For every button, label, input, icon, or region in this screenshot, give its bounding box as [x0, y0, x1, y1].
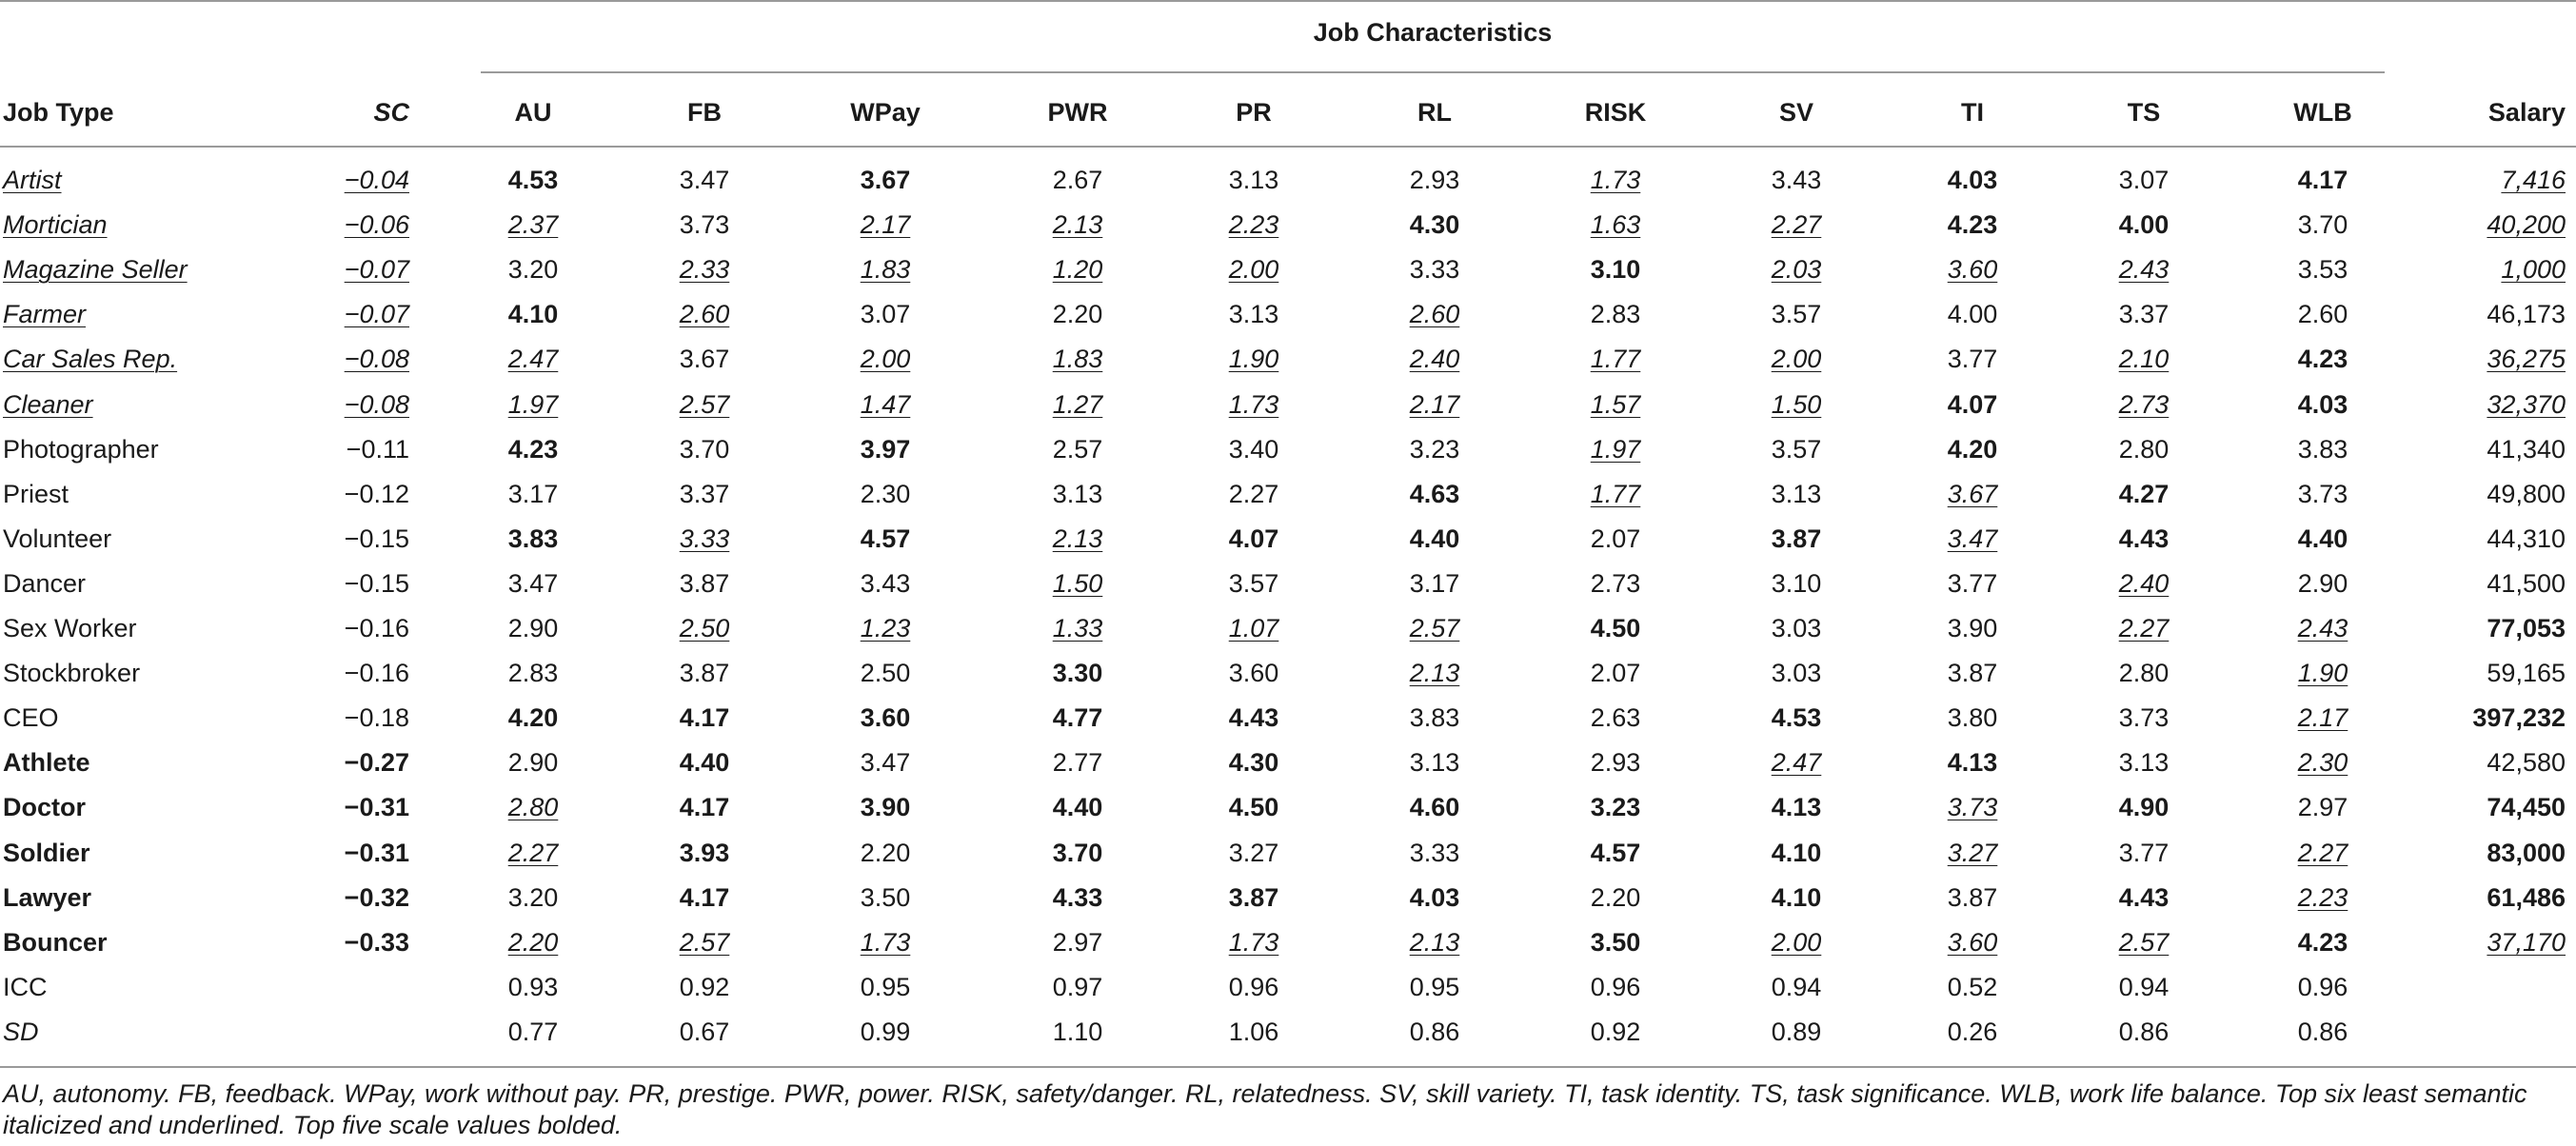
table-cell-rl: 2.13 — [1409, 659, 1460, 687]
table-cell-rl: 2.40 — [1409, 345, 1460, 373]
table-cell-ti: 3.80 — [1947, 703, 1998, 732]
table-cell-sc: −0.07 — [344, 300, 409, 328]
table-cell-risk: 2.20 — [1590, 883, 1641, 912]
row-label: Farmer — [3, 300, 86, 328]
table-cell-wlb: 2.60 — [2297, 300, 2348, 328]
row-label: Sex Worker — [3, 614, 137, 642]
table-cell-salary: 41,340 — [2487, 435, 2566, 464]
table-cell-ts: 3.73 — [2118, 703, 2170, 732]
table-cell-ti: 4.20 — [1947, 435, 1998, 464]
table-cell-au: 4.53 — [507, 166, 559, 194]
table-cell-ti: 3.87 — [1947, 659, 1998, 687]
table-cell-pwr: 2.57 — [1052, 435, 1103, 464]
top-rule — [0, 0, 2576, 2]
table-cell-sc: −0.27 — [344, 748, 409, 777]
table-cell-ts: 2.57 — [2118, 928, 2170, 957]
table-cell-risk: 1.77 — [1590, 480, 1641, 508]
table-cell-ts: 3.13 — [2118, 748, 2170, 777]
table-cell-salary: 36,275 — [2487, 345, 2566, 373]
table-cell-au: 0.77 — [507, 1018, 559, 1046]
table-cell-wlb: 2.17 — [2297, 703, 2348, 732]
table-cell-pwr: 2.67 — [1052, 166, 1103, 194]
row-label: Car Sales Rep. — [3, 345, 178, 373]
table-cell-sc: −0.07 — [344, 255, 409, 284]
table-cell-salary: 77,053 — [2487, 614, 2566, 642]
column-header-sv: SV — [1778, 98, 1814, 127]
table-cell-pr: 3.57 — [1228, 569, 1279, 598]
table-cell-pwr: 3.13 — [1052, 480, 1103, 508]
table-cell-pwr: 0.97 — [1052, 973, 1103, 1001]
table-cell-au: 3.83 — [507, 524, 559, 553]
table-cell-au: 4.23 — [507, 435, 559, 464]
table-cell-wlb: 3.83 — [2297, 435, 2348, 464]
table-cell-sv: 3.03 — [1771, 659, 1822, 687]
table-cell-ts: 4.43 — [2118, 883, 2170, 912]
table-cell-fb: 3.33 — [679, 524, 730, 553]
table-cell-au: 4.20 — [507, 703, 559, 732]
table-cell-wpay: 4.57 — [860, 524, 911, 553]
table-cell-au: 3.47 — [507, 569, 559, 598]
table-cell-fb: 3.70 — [679, 435, 730, 464]
table-cell-sc: −0.18 — [344, 703, 409, 732]
row-label: SD — [3, 1018, 39, 1046]
table-cell-risk: 2.07 — [1590, 524, 1641, 553]
table-cell-sv: 0.94 — [1771, 973, 1822, 1001]
table-cell-fb: 2.60 — [679, 300, 730, 328]
table-cell-pwr: 4.40 — [1052, 793, 1103, 821]
table-cell-ti: 3.47 — [1947, 524, 1998, 553]
table-cell-ts: 2.73 — [2118, 390, 2170, 419]
table-cell-pwr: 1.27 — [1052, 390, 1103, 419]
table-cell-au: 2.27 — [507, 839, 559, 867]
table-cell-pr: 3.60 — [1228, 659, 1279, 687]
row-label: Mortician — [3, 210, 108, 239]
table-cell-wlb: 0.86 — [2297, 1018, 2348, 1046]
table-cell-salary: 61,486 — [2487, 883, 2566, 912]
row-label: ICC — [3, 973, 48, 1001]
table-cell-salary: 74,450 — [2487, 793, 2566, 821]
table-cell-pr: 1.90 — [1228, 345, 1279, 373]
table-cell-wpay: 3.43 — [860, 569, 911, 598]
table-cell-ti: 0.52 — [1947, 973, 1998, 1001]
table-cell-ti: 4.00 — [1947, 300, 1998, 328]
table-cell-pwr: 3.70 — [1052, 839, 1103, 867]
table-cell-sc: −0.16 — [344, 659, 409, 687]
table-cell-fb: 4.17 — [679, 793, 730, 821]
table-cell-pwr: 2.97 — [1052, 928, 1103, 957]
table-cell-sc: −0.06 — [344, 210, 409, 239]
table-cell-pr: 4.07 — [1228, 524, 1279, 553]
table-cell-rl: 4.03 — [1409, 883, 1460, 912]
table-cell-sv: 4.13 — [1771, 793, 1822, 821]
table-cell-au: 3.17 — [507, 480, 559, 508]
table-cell-ts: 2.80 — [2118, 659, 2170, 687]
row-label: Lawyer — [3, 883, 92, 912]
table-cell-pr: 3.13 — [1228, 300, 1279, 328]
table-cell-fb: 2.57 — [679, 390, 730, 419]
table-cell-rl: 2.57 — [1409, 614, 1460, 642]
table-cell-au: 1.97 — [507, 390, 559, 419]
table-cell-risk: 2.83 — [1590, 300, 1641, 328]
table-cell-wlb: 4.23 — [2297, 928, 2348, 957]
table-cell-sv: 3.87 — [1771, 524, 1822, 553]
row-label: Athlete — [3, 748, 90, 777]
table-cell-sc: −0.04 — [344, 166, 409, 194]
table-cell-sv: 2.47 — [1771, 748, 1822, 777]
table-cell-wpay: 3.50 — [860, 883, 911, 912]
column-header-salary: Salary — [2487, 98, 2566, 127]
table-cell-au: 2.20 — [507, 928, 559, 957]
table-cell-salary: 46,173 — [2487, 300, 2566, 328]
row-label: Photographer — [3, 435, 159, 464]
table-cell-pr: 1.07 — [1228, 614, 1279, 642]
table-cell-pr: 3.27 — [1228, 839, 1279, 867]
table-cell-wlb: 4.17 — [2297, 166, 2348, 194]
table-cell-pr: 3.87 — [1228, 883, 1279, 912]
table-cell-wlb: 0.96 — [2297, 973, 2348, 1001]
table-cell-ti: 3.77 — [1947, 569, 1998, 598]
table-cell-pwr: 3.30 — [1052, 659, 1103, 687]
table-cell-ti: 3.60 — [1947, 928, 1998, 957]
table-cell-sc: −0.11 — [346, 435, 409, 464]
column-header-pwr: PWR — [1047, 98, 1108, 127]
table-cell-wlb: 3.70 — [2297, 210, 2348, 239]
table-cell-rl: 2.13 — [1409, 928, 1460, 957]
table-cell-sv: 3.03 — [1771, 614, 1822, 642]
table-cell-wpay: 3.07 — [860, 300, 911, 328]
table-cell-rl: 3.17 — [1409, 569, 1460, 598]
table-cell-fb: 0.67 — [679, 1018, 730, 1046]
header-rule — [0, 146, 2576, 148]
table-cell-pwr: 2.13 — [1052, 524, 1103, 553]
table-cell-risk: 1.77 — [1590, 345, 1641, 373]
table-cell-rl: 2.60 — [1409, 300, 1460, 328]
table-cell-risk: 0.92 — [1590, 1018, 1641, 1046]
table-cell-ti: 4.23 — [1947, 210, 1998, 239]
table-cell-wlb: 2.23 — [2297, 883, 2348, 912]
table-cell-ti: 3.67 — [1947, 480, 1998, 508]
table-cell-rl: 3.83 — [1409, 703, 1460, 732]
table-cell-pr: 3.13 — [1228, 166, 1279, 194]
table-cell-salary: 7,416 — [2501, 166, 2566, 194]
table-cell-rl: 4.60 — [1409, 793, 1460, 821]
table-cell-fb: 2.50 — [679, 614, 730, 642]
table-cell-sv: 3.57 — [1771, 435, 1822, 464]
row-label: Magazine Seller — [3, 255, 188, 284]
table-cell-ts: 3.37 — [2118, 300, 2170, 328]
table-cell-risk: 1.97 — [1590, 435, 1641, 464]
table-cell-pr: 1.73 — [1228, 928, 1279, 957]
table-cell-rl: 4.63 — [1409, 480, 1460, 508]
table-cell-wpay: 3.60 — [860, 703, 911, 732]
column-header-pr: PR — [1236, 98, 1272, 127]
table-cell-sv: 2.27 — [1771, 210, 1822, 239]
row-label: Soldier — [3, 839, 90, 867]
table-cell-rl: 2.93 — [1409, 166, 1460, 194]
column-header-wlb: WLB — [2293, 98, 2352, 127]
table-cell-fb: 0.92 — [679, 973, 730, 1001]
table-cell-ts: 4.00 — [2118, 210, 2170, 239]
table-cell-risk: 1.57 — [1590, 390, 1641, 419]
table-cell-pwr: 1.50 — [1052, 569, 1103, 598]
table-cell-salary: 49,800 — [2487, 480, 2566, 508]
table-cell-sv: 2.00 — [1771, 928, 1822, 957]
table-cell-salary: 41,500 — [2487, 569, 2566, 598]
table-cell-ts: 2.40 — [2118, 569, 2170, 598]
table-cell-sc: −0.08 — [344, 390, 409, 419]
table-cell-fb: 2.57 — [679, 928, 730, 957]
table-cell-salary: 40,200 — [2487, 210, 2566, 239]
table-cell-salary: 83,000 — [2487, 839, 2566, 867]
table-cell-fb: 3.87 — [679, 659, 730, 687]
table-cell-risk: 4.57 — [1590, 839, 1641, 867]
table-cell-sc: −0.31 — [344, 839, 409, 867]
table-cell-pr: 3.40 — [1228, 435, 1279, 464]
column-header-risk: RISK — [1584, 98, 1647, 127]
table-cell-wpay: 3.47 — [860, 748, 911, 777]
row-label: Bouncer — [3, 928, 108, 957]
table-cell-ts: 3.77 — [2118, 839, 2170, 867]
table-cell-wpay: 3.90 — [860, 793, 911, 821]
table-cell-wpay: 1.73 — [860, 928, 911, 957]
table-cell-ti: 0.26 — [1947, 1018, 1998, 1046]
table-cell-wlb: 3.53 — [2297, 255, 2348, 284]
table-cell-ts: 4.43 — [2118, 524, 2170, 553]
table-cell-ts: 3.07 — [2118, 166, 2170, 194]
table-cell-rl: 4.40 — [1409, 524, 1460, 553]
table-cell-salary: 44,310 — [2487, 524, 2566, 553]
table-cell-pwr: 1.20 — [1052, 255, 1103, 284]
table-cell-fb: 4.40 — [679, 748, 730, 777]
table-cell-salary: 59,165 — [2487, 659, 2566, 687]
table-cell-wlb: 4.40 — [2297, 524, 2348, 553]
table-cell-sc: −0.12 — [344, 480, 409, 508]
table-cell-risk: 3.23 — [1590, 793, 1641, 821]
table-cell-au: 2.80 — [507, 793, 559, 821]
table-cell-au: 4.10 — [507, 300, 559, 328]
table-cell-risk: 0.96 — [1590, 973, 1641, 1001]
table-cell-pwr: 2.77 — [1052, 748, 1103, 777]
table-cell-sv: 1.50 — [1771, 390, 1822, 419]
table-cell-sv: 4.10 — [1771, 839, 1822, 867]
table-cell-au: 2.90 — [507, 614, 559, 642]
table-cell-salary: 42,580 — [2487, 748, 2566, 777]
table-cell-sc: −0.15 — [344, 524, 409, 553]
table-cell-au: 2.83 — [507, 659, 559, 687]
table-cell-salary: 1,000 — [2501, 255, 2566, 284]
table-cell-rl: 0.95 — [1409, 973, 1460, 1001]
table-cell-wlb: 2.90 — [2297, 569, 2348, 598]
table-cell-au: 2.37 — [507, 210, 559, 239]
table-cell-pr: 4.43 — [1228, 703, 1279, 732]
column-header-fb: FB — [687, 98, 722, 127]
table-cell-ti: 3.87 — [1947, 883, 1998, 912]
table-cell-wpay: 1.83 — [860, 255, 911, 284]
table-cell-wlb: 3.73 — [2297, 480, 2348, 508]
row-label: Priest — [3, 480, 69, 508]
table-cell-sv: 4.10 — [1771, 883, 1822, 912]
table-cell-sc: −0.16 — [344, 614, 409, 642]
table-cell-wpay: 2.20 — [860, 839, 911, 867]
table-cell-sc: −0.15 — [344, 569, 409, 598]
table-cell-risk: 4.50 — [1590, 614, 1641, 642]
table-cell-au: 0.93 — [507, 973, 559, 1001]
table-cell-risk: 1.73 — [1590, 166, 1641, 194]
table-cell-fb: 3.37 — [679, 480, 730, 508]
table-cell-sv: 3.10 — [1771, 569, 1822, 598]
table-cell-pr: 1.73 — [1228, 390, 1279, 419]
table-cell-pwr: 4.33 — [1052, 883, 1103, 912]
table-cell-risk: 3.50 — [1590, 928, 1641, 957]
table-cell-ti: 3.90 — [1947, 614, 1998, 642]
table-cell-fb: 3.93 — [679, 839, 730, 867]
table-cell-pr: 2.23 — [1228, 210, 1279, 239]
table-cell-sv: 3.13 — [1771, 480, 1822, 508]
table-cell-wpay: 2.17 — [860, 210, 911, 239]
table-cell-wlb: 4.23 — [2297, 345, 2348, 373]
table-cell-pr: 2.27 — [1228, 480, 1279, 508]
table-cell-wlb: 2.27 — [2297, 839, 2348, 867]
table-cell-risk: 3.10 — [1590, 255, 1641, 284]
table-cell-ti: 3.77 — [1947, 345, 1998, 373]
table-cell-ts: 4.90 — [2118, 793, 2170, 821]
table-cell-pwr: 1.33 — [1052, 614, 1103, 642]
table-cell-au: 3.20 — [507, 255, 559, 284]
table-cell-ti: 4.03 — [1947, 166, 1998, 194]
table-cell-wpay: 2.50 — [860, 659, 911, 687]
table-cell-ti: 3.27 — [1947, 839, 1998, 867]
table-cell-fb: 4.17 — [679, 703, 730, 732]
table-cell-ts: 0.86 — [2118, 1018, 2170, 1046]
table-cell-ts: 4.27 — [2118, 480, 2170, 508]
table-cell-ti: 3.60 — [1947, 255, 1998, 284]
column-header-job-type: Job Type — [3, 98, 114, 127]
table-cell-wpay: 0.95 — [860, 973, 911, 1001]
table-cell-pr: 2.00 — [1228, 255, 1279, 284]
table-cell-ti: 3.73 — [1947, 793, 1998, 821]
table-cell-au: 3.20 — [507, 883, 559, 912]
table-cell-salary: 32,370 — [2487, 390, 2566, 419]
table-cell-pr: 4.50 — [1228, 793, 1279, 821]
table-cell-ti: 4.13 — [1947, 748, 1998, 777]
table-cell-wpay: 0.99 — [860, 1018, 911, 1046]
table-cell-pwr: 2.13 — [1052, 210, 1103, 239]
column-header-sc: SC — [373, 98, 409, 127]
group-header: Job Characteristics — [1313, 18, 1553, 47]
table-cell-wlb: 2.30 — [2297, 748, 2348, 777]
table-cell-rl: 3.23 — [1409, 435, 1460, 464]
table-cell-fb: 3.87 — [679, 569, 730, 598]
table-cell-pwr: 2.20 — [1052, 300, 1103, 328]
table-cell-au: 2.47 — [507, 345, 559, 373]
table-cell-risk: 2.73 — [1590, 569, 1641, 598]
column-header-wpay: WPay — [850, 98, 921, 127]
column-header-au: AU — [514, 98, 552, 127]
table-cell-ts: 2.27 — [2118, 614, 2170, 642]
row-label: CEO — [3, 703, 59, 732]
table-cell-ts: 0.94 — [2118, 973, 2170, 1001]
row-label: Artist — [3, 166, 62, 194]
table-cell-sc: −0.32 — [344, 883, 409, 912]
table-cell-au: 2.90 — [507, 748, 559, 777]
table-cell-ts: 2.80 — [2118, 435, 2170, 464]
table-cell-wpay: 3.97 — [860, 435, 911, 464]
table-cell-fb: 3.67 — [679, 345, 730, 373]
table-cell-pr: 4.30 — [1228, 748, 1279, 777]
table-cell-wpay: 2.30 — [860, 480, 911, 508]
table-cell-rl: 0.86 — [1409, 1018, 1460, 1046]
table-cell-risk: 2.63 — [1590, 703, 1641, 732]
row-label: Dancer — [3, 569, 87, 598]
table-cell-sc: −0.08 — [344, 345, 409, 373]
column-header-ti: TI — [1961, 98, 1984, 127]
table-cell-pr: 1.06 — [1228, 1018, 1279, 1046]
table-cell-sv: 2.03 — [1771, 255, 1822, 284]
row-label: Cleaner — [3, 390, 93, 419]
row-label: Stockbroker — [3, 659, 141, 687]
table-cell-wpay: 1.23 — [860, 614, 911, 642]
table-cell-rl: 2.17 — [1409, 390, 1460, 419]
row-label: Doctor — [3, 793, 86, 821]
row-label: Volunteer — [3, 524, 112, 553]
table-cell-wlb: 2.97 — [2297, 793, 2348, 821]
table-cell-wpay: 3.67 — [860, 166, 911, 194]
table-cell-fb: 2.33 — [679, 255, 730, 284]
table-cell-sv: 3.43 — [1771, 166, 1822, 194]
table-cell-fb: 4.17 — [679, 883, 730, 912]
table-cell-rl: 3.13 — [1409, 748, 1460, 777]
table-cell-sc: −0.31 — [344, 793, 409, 821]
table-cell-wlb: 2.43 — [2297, 614, 2348, 642]
table-cell-fb: 3.73 — [679, 210, 730, 239]
table-footnote: AU, autonomy. FB, feedback. WPay, work without pay. PR, prestige. PWR, power. RISK, safety/danger. RL, relatedness. SV, skill variety. TI, task identity. TS, task significance. WLB, work life balance. Top six least semantic italicized and underlined. Top five scale values bolded. — [3, 1079, 2527, 1139]
table-cell-wlb: 4.03 — [2297, 390, 2348, 419]
column-header-ts: TS — [2127, 98, 2161, 127]
table-cell-wpay: 1.47 — [860, 390, 911, 419]
table-cell-sv: 0.89 — [1771, 1018, 1822, 1046]
table-cell-fb: 3.47 — [679, 166, 730, 194]
table-cell-risk: 2.93 — [1590, 748, 1641, 777]
column-header-rl: RL — [1417, 98, 1452, 127]
table-cell-wpay: 2.00 — [860, 345, 911, 373]
table-cell-sv: 4.53 — [1771, 703, 1822, 732]
table-cell-sv: 3.57 — [1771, 300, 1822, 328]
table-cell-rl: 4.30 — [1409, 210, 1460, 239]
table-cell-pr: 0.96 — [1228, 973, 1279, 1001]
table-cell-sc: −0.33 — [344, 928, 409, 957]
table-cell-salary: 397,232 — [2472, 703, 2566, 732]
table-cell-wlb: 1.90 — [2297, 659, 2348, 687]
group-header-rule — [481, 71, 2385, 73]
table-cell-rl: 3.33 — [1409, 255, 1460, 284]
table-cell-ts: 2.43 — [2118, 255, 2170, 284]
table-cell-ts: 2.10 — [2118, 345, 2170, 373]
table-cell-rl: 3.33 — [1409, 839, 1460, 867]
table-cell-risk: 2.07 — [1590, 659, 1641, 687]
table-cell-pwr: 1.10 — [1052, 1018, 1103, 1046]
table-cell-ti: 4.07 — [1947, 390, 1998, 419]
table-cell-sv: 2.00 — [1771, 345, 1822, 373]
table-cell-pwr: 1.83 — [1052, 345, 1103, 373]
table-cell-risk: 1.63 — [1590, 210, 1641, 239]
table-cell-pwr: 4.77 — [1052, 703, 1103, 732]
table-cell-salary: 37,170 — [2487, 928, 2566, 957]
bottom-rule — [0, 1066, 2576, 1068]
